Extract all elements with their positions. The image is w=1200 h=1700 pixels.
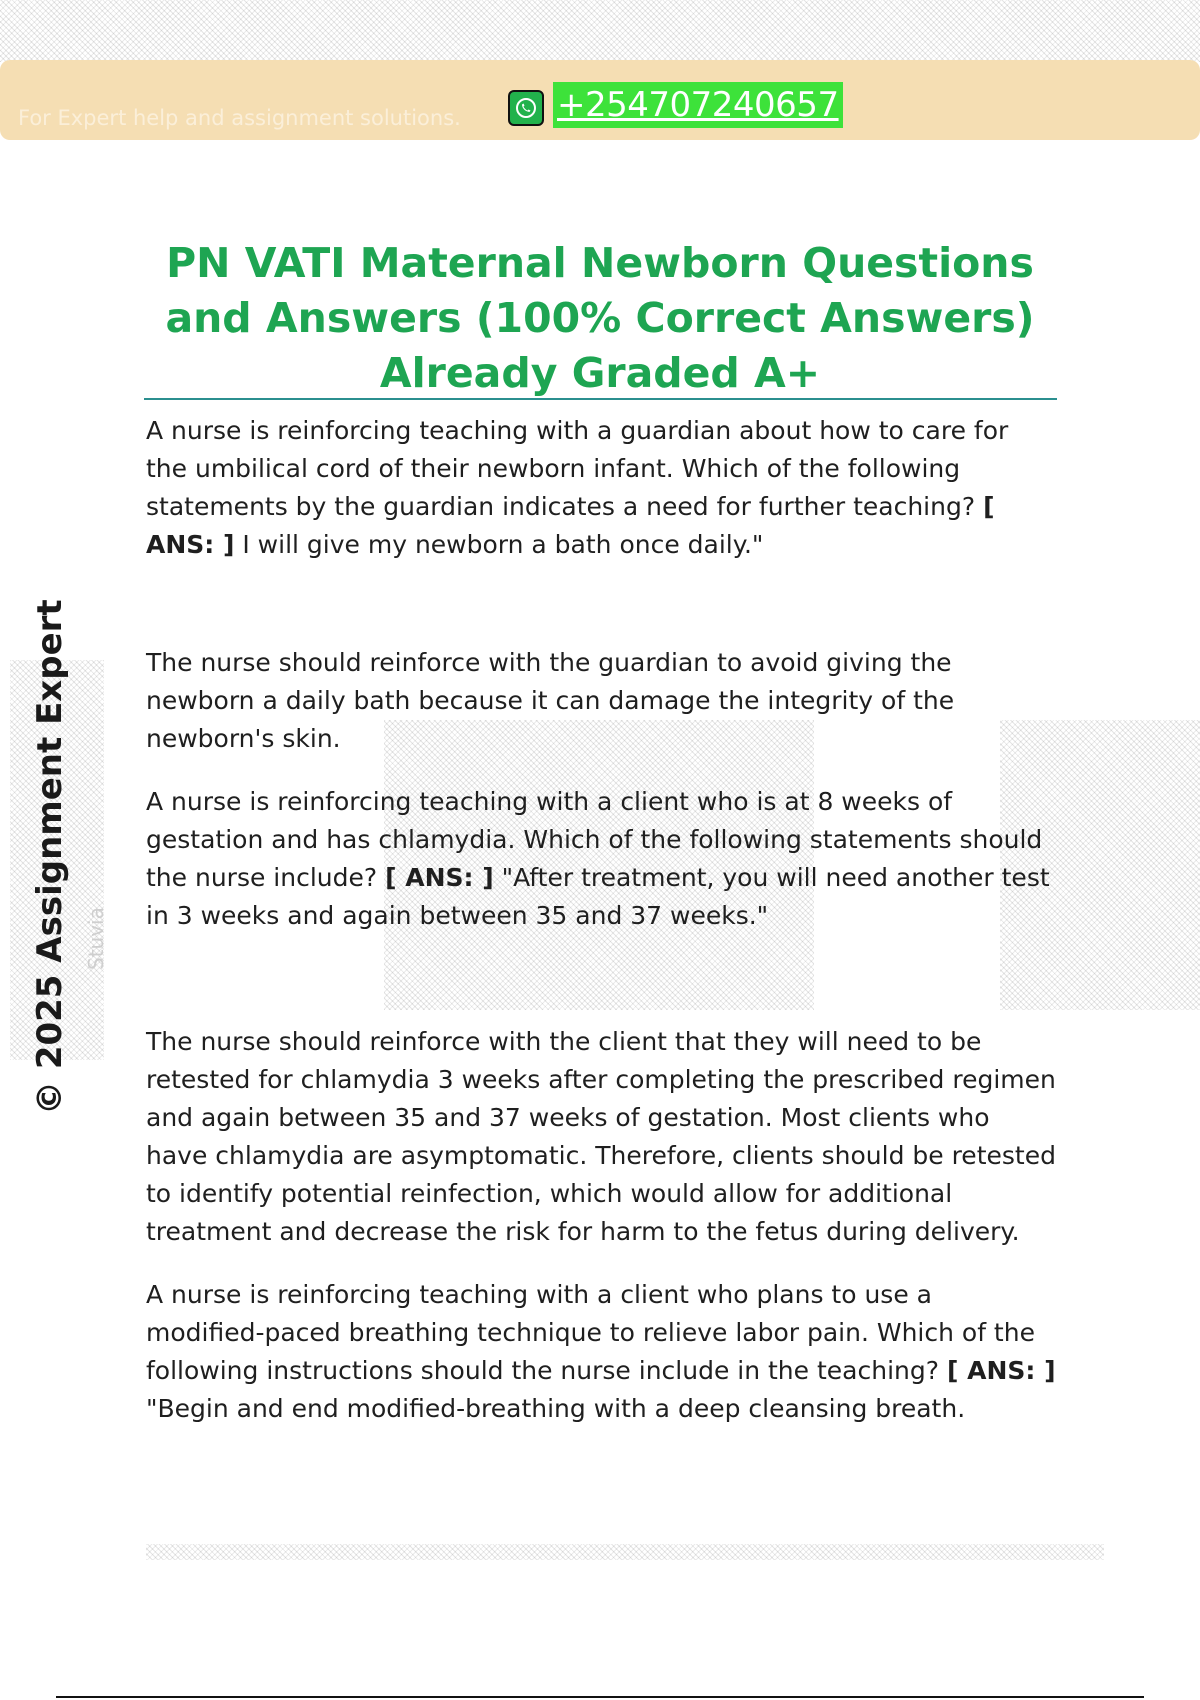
rationale-1: The nurse should reinforce with the guardian to avoid giving the newborn a daily bath because it can damage the integrity of the newborn's skin. bbox=[146, 648, 955, 753]
question-3 bbox=[146, 1276, 1056, 1428]
question-2 bbox=[146, 783, 1056, 935]
document-content bbox=[146, 410, 1056, 1428]
phone-number-link[interactable]: +254707240657 bbox=[553, 82, 843, 128]
faint-watermark: Stuvia bbox=[84, 907, 108, 970]
answer-tag: [ ANS: ] bbox=[946, 1356, 1056, 1385]
question-1-text: A nurse is reinforcing teaching with a guardian about how to care for the umbilical cord of their newborn infant. Which of the following statements by the guardian indicates a need for further teaching? bbox=[146, 416, 1009, 521]
top-hatch-pattern bbox=[0, 0, 1200, 62]
answer-2-text: "After treatment, you will need another test in 3 weeks and again between 35 and 37 weeks." bbox=[146, 863, 1050, 930]
banner-text: For Expert help and assignment solutions. bbox=[18, 106, 461, 130]
copyright-watermark: © 2025 Assignment Expert bbox=[30, 599, 70, 1115]
rationale-2: The nurse should reinforce with the client that they will need to be retested for chlamydia 3 weeks after completing the prescribed regimen and again between 35 and 37 weeks of gestation. Most clients who have chlamydia are asymptomatic. Therefore, clients should be retested to identify potential reinfection, which would allow for additional treatment and decrease the risk for harm to the fetus during delivery. bbox=[146, 1027, 1056, 1246]
answer-1-text: I will give my newborn a bath once daily." bbox=[242, 530, 764, 559]
footer-rule bbox=[56, 1696, 1144, 1698]
question-3-text: A nurse is reinforcing teaching with a client who plans to use a modified-paced breathing technique to relieve labor pain. Which of the following instructions should the nurse include in the teaching? bbox=[146, 1280, 1035, 1385]
phone-glyph-icon bbox=[514, 96, 538, 120]
document-title: PN VATI Maternal Newborn Questions and Answers (100% Correct Answers) Already Graded A+ bbox=[165, 239, 1035, 397]
question-2-text: A nurse is reinforcing teaching with a client who is at 8 weeks of gestation and has chlamydia. Which of the following statements should the nurse include? bbox=[146, 787, 1043, 892]
bottom-hatch-pattern bbox=[146, 1544, 1104, 1560]
title-divider bbox=[144, 398, 1057, 400]
question-1 bbox=[146, 412, 1056, 564]
answer-tag: [ ANS: ] bbox=[146, 492, 995, 559]
whatsapp-icon[interactable] bbox=[508, 90, 544, 126]
answer-tag: [ ANS: ] bbox=[385, 863, 494, 892]
answer-3-text: "Begin and end modified-breathing with a deep cleansing breath. bbox=[146, 1394, 966, 1423]
